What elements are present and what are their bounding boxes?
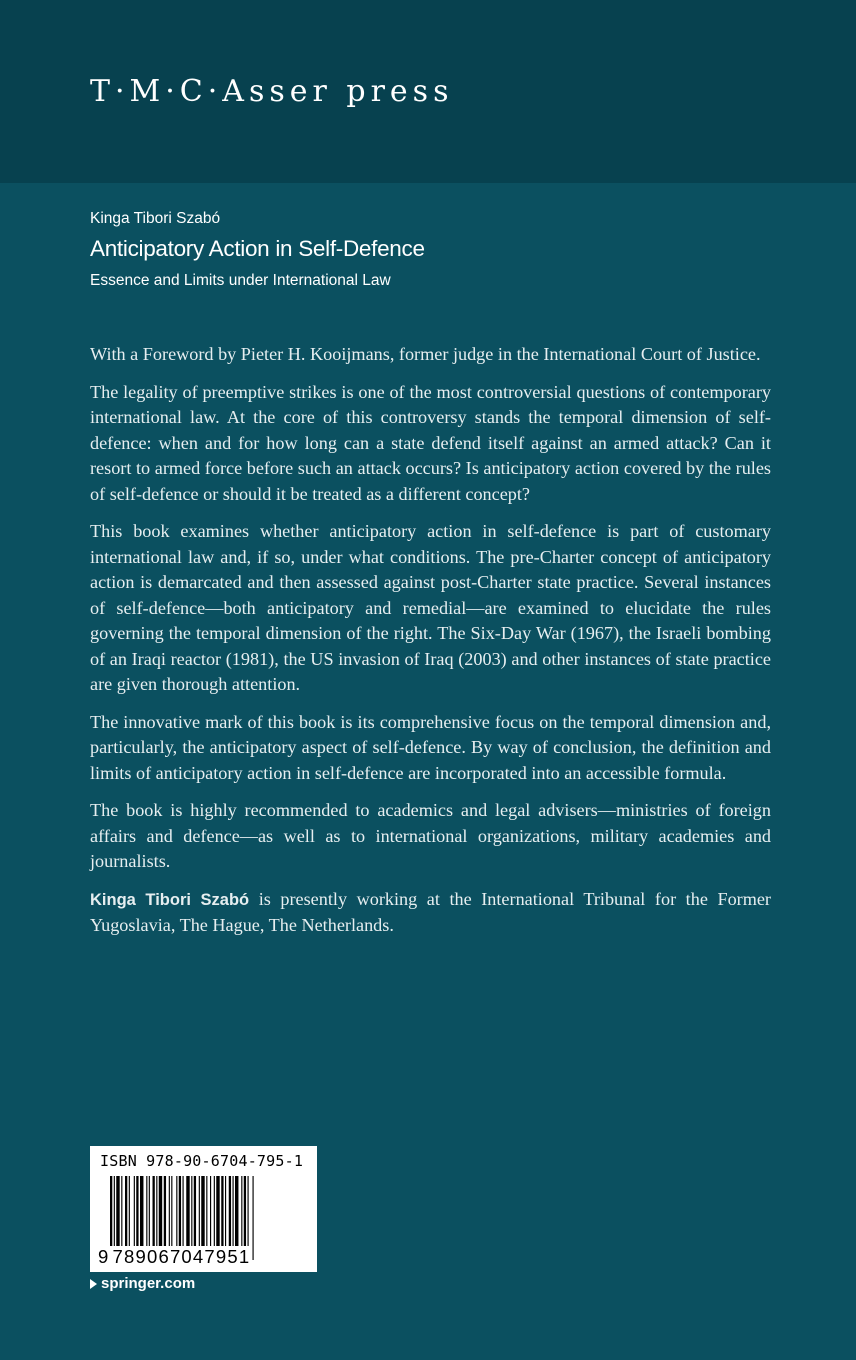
barcode-digit-group: 789067047951	[112, 1246, 251, 1267]
blurb-paragraph: The book is highly recommended to academics and legal advisers—ministries of foreign affairs and defence—as well as to international organizations, military academies and journalists.	[90, 800, 771, 871]
arrow-right-icon	[90, 1279, 97, 1289]
barcode-digits	[98, 1246, 310, 1268]
website-label: springer.com	[101, 1275, 196, 1292]
publisher-logo: T·M·C·Asser press	[90, 74, 454, 109]
isbn-label: ISBN 978-90-6704-795-1	[100, 1152, 304, 1170]
book-title: Anticipatory Action in Self-Defence	[90, 236, 425, 261]
author-name: Kinga Tibori Szabó	[90, 210, 221, 227]
barcode-first-digit: 9	[98, 1246, 110, 1267]
book-subtitle: Essence and Limits under International Law	[90, 272, 391, 289]
author-bio-text: is presently working at the International Tribunal for the Former Yugoslavia, The Hague, The Netherlands.	[90, 888, 771, 935]
blurb-paragraph: The legality of preemptive strikes is one of the most controversial questions of contemporary international law. At the core of this controversy stands the temporal dimension of self-defence: when and for how long can a state defend itself against an armed attack? Can it resort to armed force before such an attack occurs? Is anticipatory action covered by the rules of self-defence or should it be treated as a different concept?	[90, 381, 771, 504]
website-link[interactable]	[90, 1275, 195, 1292]
blurb-paragraph: The innovative mark of this book is its comprehensive focus on the temporal dimension and, particularly, the anticipatory aspect of self-defence. By way of conclusion, the definition and limits of anticipatory action in self-defence are incorporated into an accessible formula.	[90, 711, 771, 783]
author-bio	[90, 887, 771, 939]
blurb	[90, 342, 771, 951]
blurb-paragraph: With a Foreword by Pieter H. Kooijmans, former judge in the International Court of Justice.	[90, 344, 761, 364]
barcode	[90, 1146, 317, 1272]
author-bio-name: Kinga Tibori Szabó	[90, 890, 250, 909]
blurb-paragraph: This book examines whether anticipatory action in self-defence is part of customary international law and, if so, under what conditions. The pre-Charter concept of anticipatory action is demarcated and then assessed against post-Charter state practice. Several instances of self-defence—both anticipatory and remedial—are examined to elucidate the rules governing the temporal dimension of the right. The Six-Day War (1967), the Israeli bombing of an Iraqi reactor (1981), the US invasion of Iraq (2003) and other instances of state practice are given thorough attention.	[90, 521, 771, 694]
